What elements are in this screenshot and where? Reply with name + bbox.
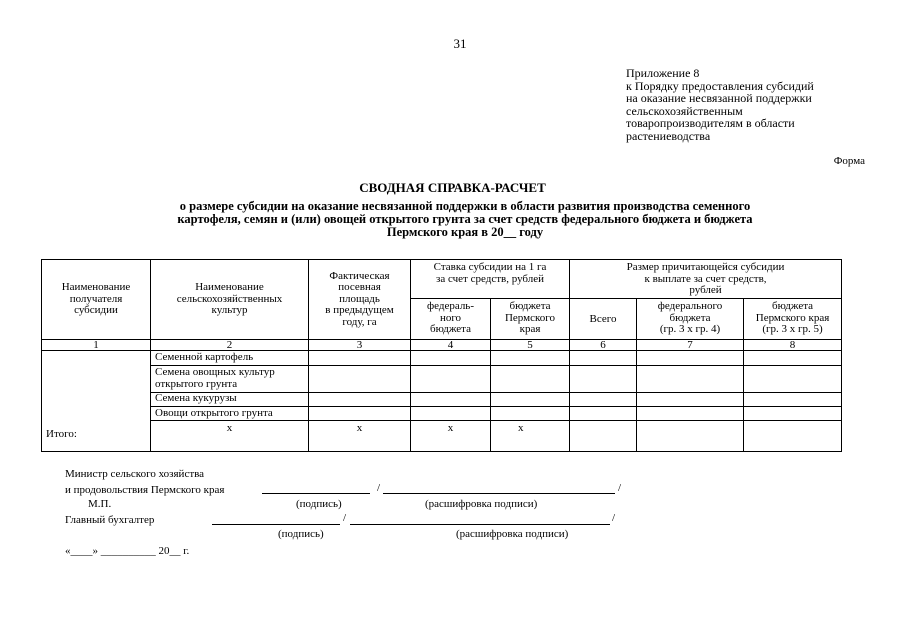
table-cell	[570, 406, 637, 420]
appendix-line: растениеводства	[626, 128, 711, 143]
column-number: 1	[42, 340, 151, 351]
total-label-text: Итого:	[46, 428, 77, 440]
header-text: Наименование	[61, 281, 131, 294]
table-cell	[744, 365, 842, 392]
table-cell	[309, 365, 411, 392]
header-text: культур	[211, 304, 248, 317]
table-cell	[637, 406, 744, 420]
header-rate-group	[411, 260, 570, 299]
header-text: бюджета	[669, 311, 711, 324]
header-amount-total: Всего	[570, 299, 637, 340]
header-amount-group	[570, 260, 842, 299]
table-cell	[570, 365, 637, 392]
table-cell	[744, 406, 842, 420]
header-text: (гр. 3 х гр. 5)	[762, 323, 823, 336]
appendix-line: сельскохозяйственным	[626, 103, 743, 118]
header-text: бюджета	[429, 323, 471, 336]
decoding-caption: (расшифровка подписи)	[425, 498, 538, 510]
header-rate-regional	[491, 299, 570, 340]
calculation-table	[41, 259, 842, 452]
header-text: году, га	[342, 315, 377, 328]
header-crops	[151, 260, 309, 340]
table-row	[42, 351, 842, 365]
total-rate-regional: x	[491, 420, 570, 451]
appendix-line: Приложение 8	[626, 66, 700, 80]
header-text: Наименование	[195, 281, 264, 294]
signature-caption: (подпись)	[278, 528, 324, 540]
column-number-row	[42, 340, 842, 351]
header-text: ного	[439, 311, 462, 324]
page-number: 31	[453, 36, 467, 51]
total-row	[42, 420, 842, 451]
header-text: к выплате за счет средств,	[644, 272, 767, 285]
column-number: 5	[491, 340, 570, 351]
appendix-line: на оказание несвязанной поддержки	[626, 91, 812, 106]
header-text: федераль-	[427, 300, 474, 313]
total-crops: x	[151, 420, 309, 451]
column-number: 8	[744, 340, 842, 351]
column-number: 3	[309, 340, 411, 351]
header-text: получателя	[69, 292, 123, 305]
table-cell	[309, 406, 411, 420]
subtitle-line: картофеля, семян и (или) овощей открытого грунта за счет средств федерального бюджета и бюджета	[177, 212, 753, 226]
table-cell	[570, 420, 637, 451]
accountant-decoding-line	[350, 524, 610, 525]
table-cell	[570, 351, 637, 365]
header-text: края	[519, 323, 541, 336]
column-number: 6	[570, 340, 637, 351]
table-row	[42, 392, 842, 406]
total-area: x	[309, 420, 411, 451]
table-cell	[411, 351, 491, 365]
appendix-line: к Порядку предоставления субсидий	[626, 78, 814, 93]
crop-name	[151, 365, 309, 392]
appendix-note	[626, 67, 814, 143]
header-text: в предыдущем	[325, 304, 394, 317]
crop-name-line: Семена овощных культур	[155, 366, 275, 379]
header-text: Ставка субсидии на 1 га	[433, 261, 547, 273]
header-recipient	[42, 260, 151, 340]
crop-name-line: открытого грунта	[155, 377, 238, 390]
header-text: Пермского края	[755, 311, 830, 324]
table-cell	[744, 392, 842, 406]
header-text: площадь	[339, 292, 380, 305]
header-rate-federal	[411, 299, 491, 340]
header-text: (гр. 3 х гр. 4)	[659, 323, 721, 336]
header-text: сельскохозяйственных	[176, 292, 283, 305]
header-text: Пермского	[504, 311, 556, 324]
minister-decoding-line	[383, 493, 615, 494]
table-cell	[637, 420, 744, 451]
date-line: «____» __________ 20__ г.	[65, 545, 190, 557]
table-cell	[411, 365, 491, 392]
table-row	[42, 406, 842, 420]
subtitle-line: Пермского края в 20__ году	[386, 225, 544, 239]
accountant-title: Главный бухгалтер	[65, 514, 155, 526]
table-cell	[637, 351, 744, 365]
slash: /	[612, 512, 616, 524]
header-text: за счет средств, рублей	[436, 272, 545, 285]
table-cell	[637, 365, 744, 392]
header-text: рублей	[689, 284, 722, 296]
slash: /	[618, 482, 622, 494]
header-text: бюджета	[772, 300, 814, 313]
table-cell	[491, 365, 570, 392]
crop-name: Семенной картофель	[151, 351, 309, 365]
header-text: посевная	[338, 281, 381, 294]
form-label: Форма	[833, 155, 865, 167]
table-cell	[411, 392, 491, 406]
table-cell	[491, 392, 570, 406]
slash: /	[343, 512, 347, 524]
decoding-caption: (расшифровка подписи)	[456, 528, 569, 540]
total-rate-federal: x	[411, 420, 491, 451]
header-text: Размер причитающейся субсидии	[626, 261, 785, 273]
table-cell	[744, 420, 842, 451]
stamp-label: М.П.	[88, 498, 112, 510]
table-cell	[491, 406, 570, 420]
crop-name: Семена кукурузы	[151, 392, 309, 406]
subtitle-line: о размере субсидии на оказание несвязанной поддержки в области развития производства семенного	[179, 199, 751, 213]
minister-signature-line	[262, 493, 370, 494]
appendix-line: товаропроизводителям в области	[626, 116, 795, 131]
minister-title-line2: и продовольствия Пермского края	[65, 484, 225, 496]
column-number: 7	[637, 340, 744, 351]
header-text: федерального	[657, 300, 723, 313]
table-cell	[309, 351, 411, 365]
minister-title-line1: Министр сельского хозяйства	[65, 468, 205, 480]
crop-name: Овощи открытого грунта	[151, 406, 309, 420]
header-area	[309, 260, 411, 340]
document-subtitle	[100, 200, 830, 239]
table-cell	[309, 392, 411, 406]
signature-caption: (подпись)	[296, 498, 342, 510]
header-amount-federal	[637, 299, 744, 340]
table-cell	[491, 351, 570, 365]
slash: /	[377, 482, 381, 494]
table-cell	[637, 392, 744, 406]
table-cell	[411, 406, 491, 420]
header-text: бюджета	[509, 300, 551, 313]
document-title: СВОДНАЯ СПРАВКА-РАСЧЕТ	[359, 180, 546, 195]
table-cell	[570, 392, 637, 406]
header-text: Фактическая	[329, 269, 390, 282]
table-cell	[744, 351, 842, 365]
header-amount-regional	[744, 299, 842, 340]
table-row	[42, 365, 842, 392]
column-number: 2	[151, 340, 309, 351]
accountant-signature-line	[212, 524, 340, 525]
header-text: субсидии	[74, 304, 118, 317]
column-number: 4	[411, 340, 491, 351]
